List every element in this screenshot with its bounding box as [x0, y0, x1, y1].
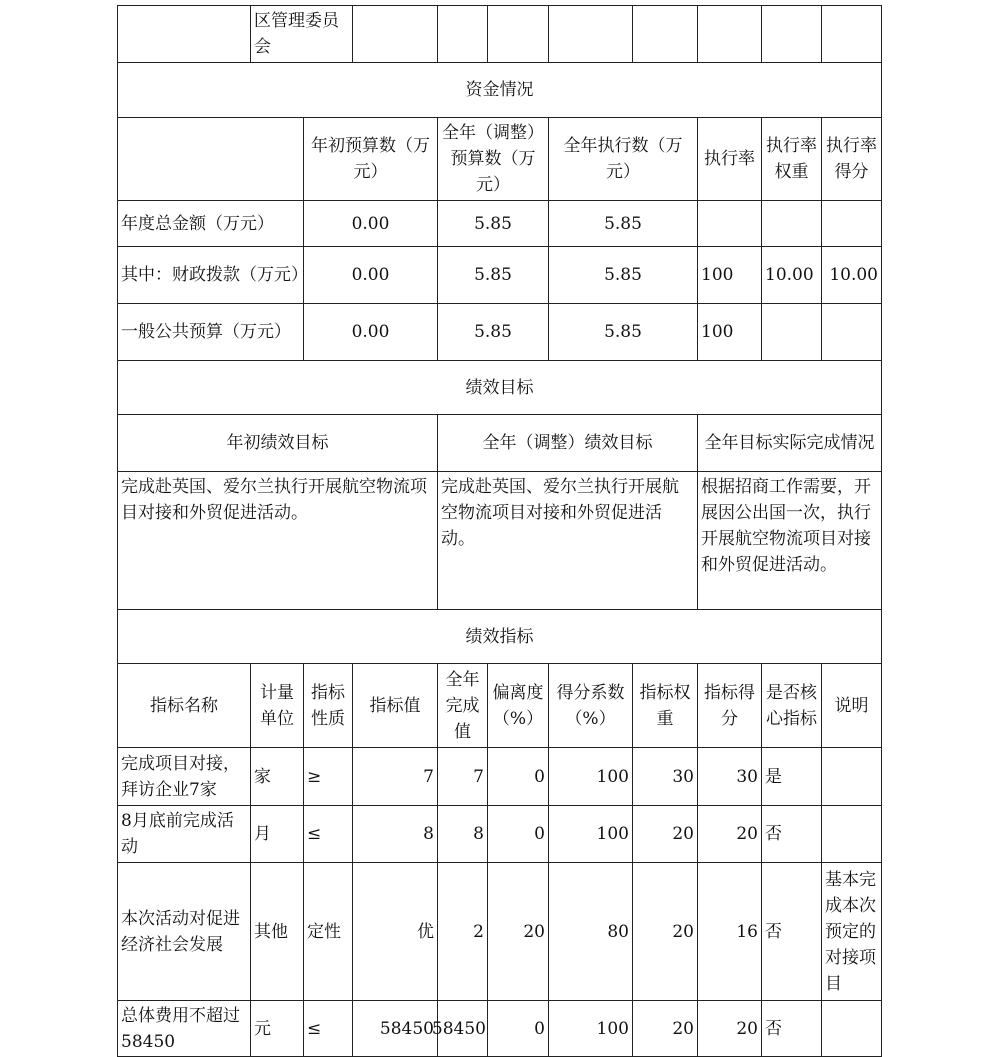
funds-row-score — [822, 201, 881, 246]
ind-row-weight: 20 — [672, 824, 694, 844]
ind-row-score: 30 — [736, 766, 758, 787]
ind-header-coef: 得分系数（%） — [556, 682, 625, 729]
ind-row-coef: 100 — [596, 1018, 629, 1039]
ind-row-name: 8月底前完成活动 — [121, 811, 234, 857]
ind-header-note: 说明 — [834, 695, 869, 716]
ind-header-deviation: 偏离度（%） — [492, 682, 544, 729]
header-initial-budget: 年初预算数（万元） — [311, 136, 430, 182]
ind-row-done: 58450 — [431, 1018, 486, 1039]
ind-row-name: 完成项目对接，拜访企业7家 — [121, 753, 240, 800]
ind-row-deviation: 0 — [534, 1018, 545, 1039]
ind-row-nature: ≥ — [307, 766, 322, 787]
ind-row-value: 8 — [423, 824, 434, 844]
ind-row-nature: ≤ — [307, 824, 322, 844]
funds-row-score — [822, 304, 881, 360]
goal-adjusted-text: 完成赴英国、爱尔兰执行开展航空物流项目对接和外贸促进活动。 — [441, 477, 679, 549]
ind-row-note: 基本完成本次预定的对接项目 — [825, 870, 876, 994]
ind-row-name: 本次活动对促进经济社会发展 — [121, 908, 240, 955]
goals-header-adjusted: 全年（调整）绩效目标 — [482, 433, 653, 453]
ind-row-score: 16 — [736, 921, 758, 942]
ind-row-score: 20 — [736, 824, 758, 844]
funds-row-executed: 5.85 — [604, 213, 642, 234]
ind-row-deviation: 0 — [534, 766, 545, 787]
funds-row-label: 一般公共预算（万元） — [121, 322, 291, 342]
ind-header-weight: 指标权重 — [639, 682, 691, 729]
ind-row-core: 否 — [765, 824, 782, 844]
ind-row-core: 是 — [765, 766, 782, 787]
ind-header-done: 全年完成值 — [445, 669, 480, 742]
goal-initial-text: 完成赴英国、爱尔兰执行开展航空物流项目对接和外贸促进活动。 — [121, 477, 427, 523]
ind-row-core: 否 — [765, 921, 782, 942]
goals-header-initial: 年初绩效目标 — [226, 433, 329, 453]
ind-row-weight: 20 — [672, 1018, 694, 1039]
header-executed: 全年执行数（万元） — [563, 136, 683, 182]
ind-row-coef: 80 — [607, 921, 629, 942]
funds-row-initial: 0.00 — [351, 265, 390, 285]
ind-row-coef: 100 — [596, 766, 629, 787]
funds-row-rate: 100 — [701, 265, 734, 285]
ind-row-value: 7 — [423, 766, 434, 787]
goals-header-actual: 全年目标实际完成情况 — [704, 433, 875, 453]
ind-row-note — [822, 806, 881, 862]
funds-row-adjusted: 5.85 — [474, 322, 512, 342]
header-adjusted-budget: 全年（调整）预算数（万元） — [442, 123, 544, 195]
funds-row-rate — [698, 201, 761, 246]
ind-row-unit: 月 — [254, 824, 271, 844]
ind-header-value: 指标值 — [369, 695, 421, 716]
ind-row-unit: 其他 — [254, 921, 288, 942]
ind-row-value: 58450 — [379, 1018, 434, 1039]
funds-row-weight — [762, 304, 821, 360]
ind-row-core: 否 — [765, 1018, 782, 1039]
ind-row-nature: 定性 — [307, 921, 341, 942]
funds-row-weight: 10.00 — [765, 265, 814, 285]
funds-row-adjusted: 5.85 — [474, 265, 512, 285]
ind-header-unit: 计量单位 — [260, 682, 294, 729]
ind-row-note — [822, 748, 881, 805]
funds-row-score: 10.00 — [829, 265, 878, 285]
section-funds-title: 资金情况 — [465, 80, 534, 100]
ind-header-core: 是否核心指标 — [766, 682, 817, 729]
ind-row-unit: 家 — [254, 766, 271, 787]
header-exec-rate: 执行率 — [704, 149, 755, 169]
ind-row-deviation: 0 — [534, 824, 545, 844]
section-indicators-title: 绩效指标 — [465, 626, 534, 647]
ind-row-score: 20 — [736, 1018, 758, 1039]
dept-cell: 区管理委员会 — [254, 11, 339, 57]
ind-row-coef: 100 — [596, 824, 629, 844]
ind-header-nature: 指标性质 — [311, 682, 345, 729]
funds-row-rate: 100 — [701, 322, 734, 342]
header-rate-weight: 执行率权重 — [766, 136, 817, 182]
funds-row-label: 年度总金额（万元） — [121, 213, 274, 234]
ind-row-name: 总体费用不超过58450 — [121, 1005, 240, 1052]
ind-header-name: 指标名称 — [150, 695, 218, 716]
ind-row-done: 2 — [473, 921, 484, 942]
ind-row-done: 7 — [473, 766, 484, 787]
funds-row-executed: 5.85 — [604, 265, 642, 285]
ind-row-value: 优 — [417, 921, 434, 942]
funds-row-adjusted: 5.85 — [474, 213, 512, 234]
header-rate-score: 执行率得分 — [826, 136, 877, 182]
ind-row-unit: 元 — [254, 1018, 271, 1039]
ind-row-note — [822, 1001, 881, 1056]
ind-row-weight: 30 — [672, 766, 694, 787]
ind-row-done: 8 — [473, 824, 484, 844]
ind-header-score: 指标得分 — [704, 682, 755, 729]
funds-row-weight — [762, 201, 821, 246]
funds-row-initial: 0.00 — [351, 213, 390, 234]
funds-row-initial: 0.00 — [351, 322, 390, 342]
ind-row-weight: 20 — [672, 921, 694, 942]
ind-row-nature: ≤ — [307, 1018, 322, 1039]
funds-row-label: 其中：财政拨款（万元） — [121, 265, 308, 285]
goal-actual-text: 根据招商工作需要，开展因公出国一次，执行开展航空物流项目对接和外贸促进活动。 — [701, 477, 871, 575]
section-goals-title: 绩效目标 — [465, 377, 534, 398]
funds-row-executed: 5.85 — [604, 322, 642, 342]
ind-row-deviation: 20 — [523, 921, 545, 942]
